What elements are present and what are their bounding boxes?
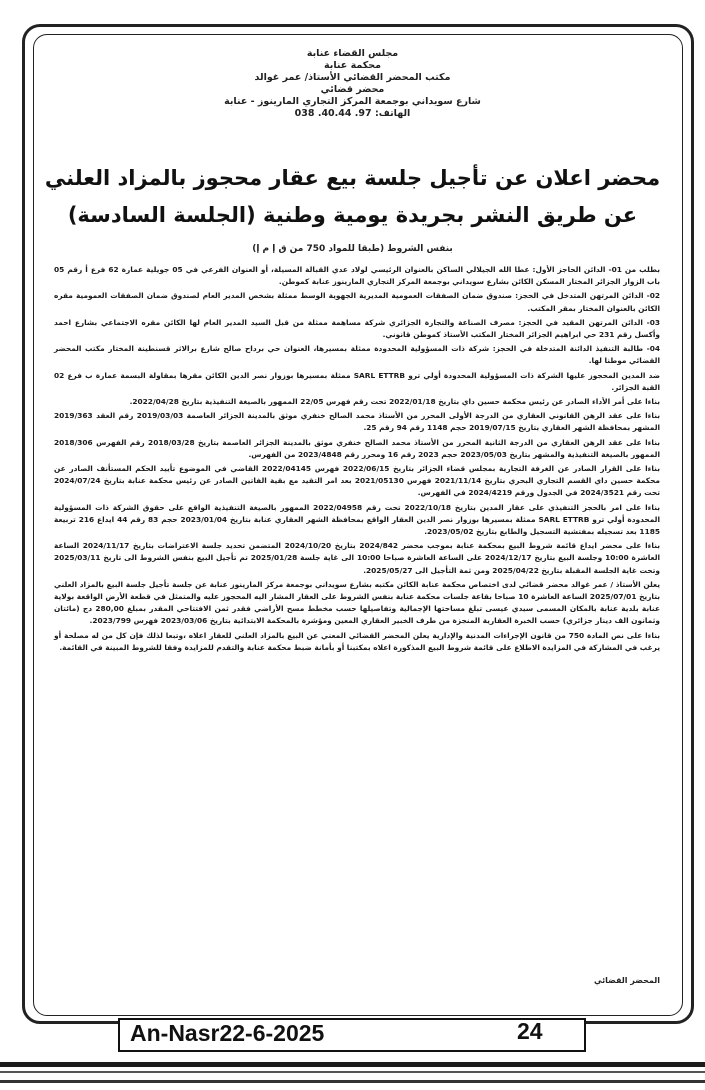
body-paragraph: بناءا على عقد الرهن القانوني العقاري من الدرجة الأولى المحرر من الأستاذ محمد الصالح خنفري موثق بالمدينة الجزائر العاصمة 2019/03/03 رقم العقد 2019/363 المشهر بمحافظة الشهر العقاري بتاريخ 2019/07/15 حجم 1148 رقم 94 رقم 25. [54,411,661,433]
body-paragraph: بناءا على محضر ايداع قائمة شروط البيع بمحكمة عنابة بموجب محضر 2024/842 بتاريخ 2024/10/20 المتضمن تحديد جلسة الاعتراضات بتاريخ 2024/11/17 الساعة العاشرة 10:00 وجلسة البيع بتاريخ 2024/12/17 على الساعة العاشرة صباحا 10:00 الى غاية جلسة 2025/01/28 تم تأجيل البيع بنفس الشروط الى تاريخ 2025/03/11 وتحت غاية الجلسة المقبلة بتاريخ 2025/04/22 ومن ثمة التأجيل الى 2025/05/27. [54,541,661,575]
body-paragraph: بطلب من 01- الدائن الحاجز الأول: عطا الله الجيلالي الساكن بالعنوان الرئيسي لولاد عدي القبالة المسيلة، أو العنوان الفرعي في 05 جويلية عمارة 62 فرع أ رقم 05 باب الزوار الجزائر المختار المسكن الكائن بشارع سويداني بوجمعة المركز التجاري المارينوز عنابة كموطن. [54,265,660,287]
header-line: الهاتف: 97. 40.44. 038 [294,108,411,119]
body-paragraph: بناءا على أمر الأداء الصادر عن رئيس محكمة حسين داي بتاريخ 2022/01/18 تحت رقم فهرس 22/05 الممهور بالصيغة التنفيذية بتاريخ 2022/04/28. [129,397,660,407]
header-line: محضر قضائي [320,84,385,95]
page-number: 24 [517,1018,543,1044]
notice-title-line-1: محضر اعلان عن تأجيل جلسة بيع عقار محجوز بالمزاد العلني [44,166,661,190]
notice-header [60,48,645,120]
header-line: شارع سويداني بوجمعة المركز التجاري المارينوز - عنابة [224,96,481,107]
header-line: مجلس القضاء عنابة [306,48,399,59]
signature-label: المحضر القضائي [593,976,660,985]
body-paragraph: ضد المدين المحجوز عليها الشركة ذات المسؤولية المحدودة أولي ترو SARL ETTRB ممثلة بمسيرها بوزوار نصر الدين الكائن مقرها بمقاولة البسمة عمارة ب فرع 02 القبة الجزائر. [54,370,660,392]
header-line: محكمة عنابة [324,60,381,71]
body-paragraph: بناءا على نص المادة 750 من قانون الإجراءات المدنية والإدارية يعلن المحضر القضائي المعني عن البيع بالمزاد العلني للعقار اعلاه ،وتبعا لذلك فإن كل من له مصلحة أو يرغب في المشاركة في المزايدة الاطلاع على قائمة شروط البيع المذكورة اعلاه بمكتبنا أو بأمانة ضبط محكمة عنابة والتقدم للمزايدة وفقا للشروط المبينة في القائمة. [54,630,660,652]
body-paragraph: 02- الدائن المرتهن المتدخل في الحجز: صندوق ضمان الصفقات العمومية المديرية الجهوية الوسط ممثلة بشخص المدير العام لصندوق ضمان الصفقات العمومية مقره الكائن بالعنوان المختار بمقر المكتب. [54,291,660,313]
notice-subnote: بنفس الشروط (طبقا للمواد 750 من ق إ م إ) [252,244,453,254]
header-line: مكتب المحضر القضائي الأستاذ/ عمر غوالد [254,72,451,83]
body-paragraph: بناءا على عقد الرهن العقاري من الدرجة الثانية المحرر من الأستاذ محمد الصالح خنفري موثق بالمدينة الجزائر العاصمة بتاريخ 2018/03/28 رقم الفهرس 2018/306 الممهور بالصيغة التنفيذية والمشهر بتاريخ 2023/05/03 حجم 2023 رقم 16 ومحرر رقم 2023/4848 من الفهرس. [54,437,660,459]
bottom-rule [0,1062,705,1067]
body-paragraph: بناءا على امر بالحجز التنفيذي على عقار المدين بتاريخ 2022/10/18 تحت رقم 2022/04958 الممهور بالصيغة التنفيذية الواقع على حقوق الشركة ذات المسؤولية المحدودة أولي ترو SARL ETTRB ممثلة بمسيرها بوزوار نصر الدين العقار الواقع بمحافظة الشهر العقاري عنابة بتاريخ 2023/01/04 حجم 83 رقم 44 ايداع 216 تربيعة 1185 بعد تسجيله بمفتشية التسجيل والطابع بتاريخ 2023/05/02. [54,502,660,537]
body-paragraph: بناءا على القرار الصادر عن الغرفة التجارية بمجلس قضاء الجزائر بتاريخ 2022/06/15 فهرس 2022/04145 القاضي في الموضوع تأييد الحكم المستأنف الصادر عن محكمة حسين داي القسم التجاري البحري بتاريخ 2021/11/14 فهرس 2021/05130 بعد امر التقيد مع بقية الفاتين الصادر عن رئيس محكمة عنابة بتاريخ 2024/07/24 تحت رقم 2024/3521 في الجدول ورقم 2024/4219 في الفهرس. [54,464,660,498]
body-paragraph: يعلن الأستاذ / عمر غوالد محضر قضائي لدى اختصاص محكمة عنابة الكائن مكتبه بشارع سويداني بوجمعة مركز المارينوز عنابة عن جلسة تأجيل جلسة البيع بالمزاد العلني بتاريخ 2025/07/01 الساعة العاشرة 10 صباحا بقاعة جلسات محكمة عنابة بنفس الشروط على العقار المشار اليه المحجوز عليه والمتمثل في قطعة الأرض الواقعة بولاية عنابة بلدية عنابة بالمكان المسمى سيدي عيسى تبلغ مساحتها الإجمالية وتفاصيلها حسب مخطط مسح الأراضي فقدر ثمن الافتتاحي المقدر بمبلغ 280,00 دج (مائتان وثمانون الف دينار جزائري) حسب الخبرة العقارية المنجزة من طرف الخبير العقاري المعين ومؤشرة بالمحكمة الابتدائية بتاريخ 2023/03/06 فهرس 2023/799. [54,579,660,626]
body-paragraph: 04- طالبة التنفيذ الدائنة المتدخلة في الحجز: شركة ذات المسؤولية المحدودة ممثلة بمسيرها، العنوان حي برداح صالح شارع برالاثر قسنطينة المختار مكتب المحضر القضائي موطنا لها. [54,344,660,366]
bottom-rule [0,1080,705,1083]
body-paragraph: 03- الدائن المرتهن المقيد في الحجز: مصرف الصناعة والتجارة الجزائري شركة مساهمة ممثلة من قبل السيد المدير العام لها الكائن مقره الاجتماعي بشارع احمد وأكسل رقم 231 حي ابراهيم الجزائر المختار المكتب الأستاذ كموطن قانوني. [54,317,660,340]
notice-title-line-2: عن طريق النشر بجريدة يومية وطنية (الجلسة السادسة) [67,203,638,227]
notice-body [54,264,660,656]
bottom-rule [0,1071,705,1073]
footer-newspaper-label: An-Nasr22-6-2025 [130,1020,325,1046]
